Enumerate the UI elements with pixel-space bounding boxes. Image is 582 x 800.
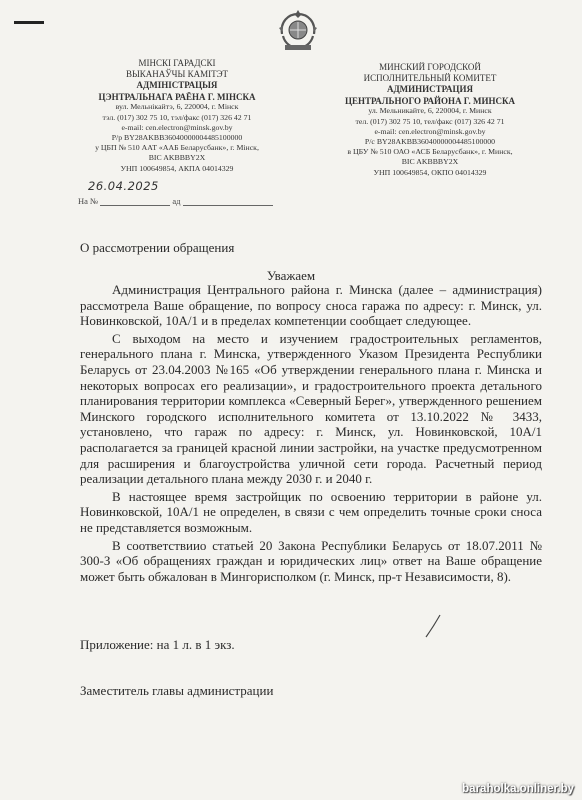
ref-number-blank bbox=[100, 205, 170, 206]
ref-date-blank bbox=[183, 205, 273, 206]
state-emblem-icon bbox=[276, 4, 320, 54]
header-org-line: МИНСКИЙ ГОРОДСКОЙ bbox=[379, 62, 481, 72]
header-unp: УНП 100649854, ОКПО 04014329 bbox=[373, 167, 487, 177]
header-admin-title: ЦЕНТРАЛЬНОГО РАЙОНА Г. МИНСКА bbox=[344, 95, 516, 106]
corner-mark bbox=[14, 21, 44, 24]
header-org-line: ВЫКАНАЎЧЫ КАМІТЭТ bbox=[125, 68, 229, 79]
ref-date-label: ад bbox=[172, 196, 181, 206]
header-admin-title: АДМИНИСТРАЦИЯ bbox=[386, 84, 474, 95]
header-bank: у ЦБП № 510 ААТ «ААБ Беларусбанк», г. Мінск, bbox=[95, 143, 259, 153]
signature-stroke-icon bbox=[418, 612, 448, 640]
body-paragraph: В настоящее время застройщик по освоению территории в районе ул. Новинковской, 10А/1 не определен, в связи с чем определить точные сроки сноса не представляется возможным. bbox=[80, 488, 542, 535]
body-paragraph: В соответствиио статьей 20 Закона Республики Беларусь от 18.07.2011 № 300-З «Об обращениях граждан и юридических лиц» ответ на Ваше обращение может быть обжалован в Мингорисполком (г. Минск, пр-т Независимости, 8). bbox=[80, 537, 542, 584]
header-address: ул. Мельникайте, 6, 220004, г. Минск bbox=[368, 106, 492, 116]
header-phone: тел. (017) 302 75 10, тел/факс (017) 326 42 71 bbox=[355, 116, 505, 126]
body-paragraph: Администрация Центрального района г. Минска (далее – администрация) рассмотрела Ваше обращение, по вопросу сноса гаража по адресу: г. Минск, ул. Новинковской, 10А/1 и в пределах компетенции сообщает следующее. bbox=[80, 282, 542, 329]
signatory-title: Заместитель главы администрации bbox=[80, 683, 274, 698]
handwritten-date: 26.04.2025 bbox=[88, 179, 159, 193]
header-account: Р/с BY28AKBB36040000004485100000 bbox=[364, 136, 496, 146]
header-email: e-mail: cen.electron@minsk.gov.by bbox=[374, 126, 486, 136]
reference-line bbox=[78, 196, 273, 206]
site-watermark: baraholka.onliner.by bbox=[462, 783, 574, 795]
attachment-note: Приложение: на 1 л. в 1 экз. bbox=[80, 637, 235, 652]
header-left-belarusian bbox=[72, 58, 282, 174]
header-email: e-mail: cen.electron@minsk.gov.by bbox=[121, 122, 233, 132]
header-account: Р/р BY28AKBB36040000004485100000 bbox=[111, 132, 243, 142]
header-admin-title: ЦЭНТРАЛЬНАГА РАЁНА Г. МІНСКА bbox=[98, 91, 256, 102]
letter-subject: О рассмотрении обращения bbox=[80, 240, 235, 255]
header-org-line: ИСПОЛНИТЕЛЬНЫЙ КОМИТЕТ bbox=[363, 72, 497, 83]
header-bic: BIC AKBBBY2X bbox=[148, 153, 206, 163]
letter-body bbox=[80, 282, 542, 586]
header-address: вул. Мельнікайтэ, 6, 220004, г. Мінск bbox=[115, 102, 239, 112]
body-paragraph: С выходом на место и изучением градостроительных регламентов, генерального плана г. Минска, утвержденного Указом Президента Республики Беларусь от 23.04.2003 №165 «Об утверждении генерального плана г. Минска и некоторых вопросах его реализации», и градостроительного проекта детального планирования территории комплекса «Северный Берег», утвержденного решением Минского городского исполнительного комитета от 13.10.2022 № 3433, установлено, что гараж по адресу: г. Минск, ул. Новинковской, 10А/1 располагается за границей красной линии застройки, на участке предусмотренном для расширения и благоустройства уличной сети города. Расчетный период реализации детального плана между 2030 г. и 2040 г. bbox=[80, 330, 542, 487]
header-unp: УНП 100649854, АКПА 04014329 bbox=[120, 163, 234, 173]
header-bank: в ЦБУ № 510 ОАО «АСБ Беларусбанк», г. Минск, bbox=[347, 147, 513, 157]
header-admin-title: АДМІНІСТРАЦЫЯ bbox=[136, 80, 218, 91]
ref-number-label: На № bbox=[78, 196, 99, 206]
header-phone: тэл. (017) 302 75 10, тэл/факс (017) 326 42 71 bbox=[102, 112, 252, 122]
header-bic: BIC AKBBBY2X bbox=[401, 157, 459, 167]
header-org-line: МІНСКІ ГАРАДСКІ bbox=[138, 58, 216, 68]
header-right-russian bbox=[332, 62, 528, 178]
salutation: Уважаем bbox=[266, 268, 316, 283]
